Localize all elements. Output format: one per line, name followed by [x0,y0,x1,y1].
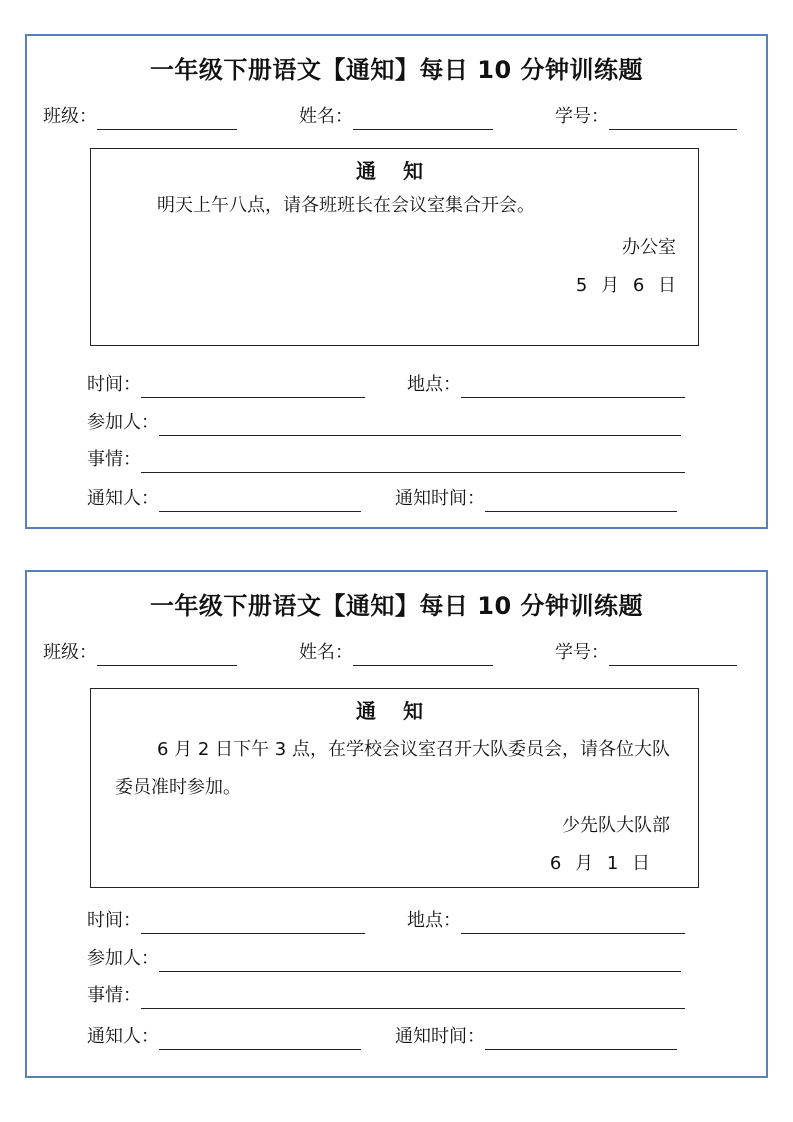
worksheet-card-2 [25,570,768,1078]
place-blank[interactable] [461,375,685,398]
time-label: 时间： [87,374,141,395]
notice-time-blank[interactable] [485,1027,677,1050]
notice-heading: 通 知 [356,699,433,723]
notifier-label: 通知人： [87,488,159,509]
class-blank[interactable] [97,109,237,130]
notice-time-field [395,486,677,512]
time-label: 时间： [87,910,141,931]
place-field [407,372,685,398]
matter-field [87,983,685,1009]
matter-blank[interactable] [141,986,685,1009]
participants-label: 参加人： [87,948,159,969]
notice-time-blank[interactable] [485,489,677,512]
worksheet-title: 一年级下册语文【通知】每日 10 分钟训练题 [149,56,644,84]
place-field [407,908,685,934]
class-field [43,640,237,666]
notice-signer: 办公室 [622,237,676,258]
notice-signer: 少先队大队部 [562,815,670,836]
student-info-row [43,640,750,666]
class-label: 班级： [43,642,97,663]
form-row-participants [87,410,695,438]
notice-body: 明天上午八点，请各班班长在会议室集合开会。 [157,195,535,216]
notice-time-field [395,1024,677,1050]
number-label: 学号： [555,642,609,663]
form-row-matter [87,983,695,1011]
class-field [43,104,237,130]
notice-date: 6 月 1 日 [549,853,654,874]
worksheet-title: 一年级下册语文【通知】每日 10 分钟训练题 [149,592,644,620]
notifier-field [87,486,361,512]
notifier-blank[interactable] [159,1027,361,1050]
notice-box [90,688,699,888]
time-field [87,372,365,398]
notice-date: 5 月 6 日 [575,275,680,296]
time-blank[interactable] [141,375,365,398]
notice-box [90,148,699,346]
form-row-participants [87,946,695,974]
notice-time-label: 通知时间： [395,1026,485,1047]
notifier-label: 通知人： [87,1026,159,1047]
number-blank[interactable] [609,645,737,666]
matter-label: 事情： [87,985,141,1006]
number-field [555,640,737,666]
place-label: 地点： [407,910,461,931]
place-label: 地点： [407,374,461,395]
participants-blank[interactable] [159,949,681,972]
matter-blank[interactable] [141,450,685,473]
participants-label: 参加人： [87,412,159,433]
form-row-time-place [87,372,695,400]
name-label: 姓名： [299,642,353,663]
notice-heading: 通 知 [356,159,433,183]
name-label: 姓名： [299,106,353,127]
time-field [87,908,365,934]
time-blank[interactable] [141,911,365,934]
name-blank[interactable] [353,645,493,666]
notice-time-label: 通知时间： [395,488,485,509]
matter-label: 事情： [87,449,141,470]
participants-field [87,410,681,436]
class-blank[interactable] [97,645,237,666]
notifier-blank[interactable] [159,489,361,512]
notifier-field [87,1024,361,1050]
form-row-matter [87,447,695,475]
participants-field [87,946,681,972]
student-info-row [43,104,750,130]
matter-field [87,447,685,473]
class-label: 班级： [43,106,97,127]
name-field [299,640,493,666]
number-field [555,104,737,130]
name-blank[interactable] [353,109,493,130]
form-row-notifier [87,486,695,514]
notice-body: 6 月 2 日下午 3 点，在学校会议室召开大队委员会，请各位大队委员准时参加。 [115,739,670,798]
name-field [299,104,493,130]
form-row-time-place [87,908,695,936]
worksheet-card-1 [25,34,768,529]
number-label: 学号： [555,106,609,127]
participants-blank[interactable] [159,413,681,436]
place-blank[interactable] [461,911,685,934]
number-blank[interactable] [609,109,737,130]
form-row-notifier [87,1024,695,1052]
